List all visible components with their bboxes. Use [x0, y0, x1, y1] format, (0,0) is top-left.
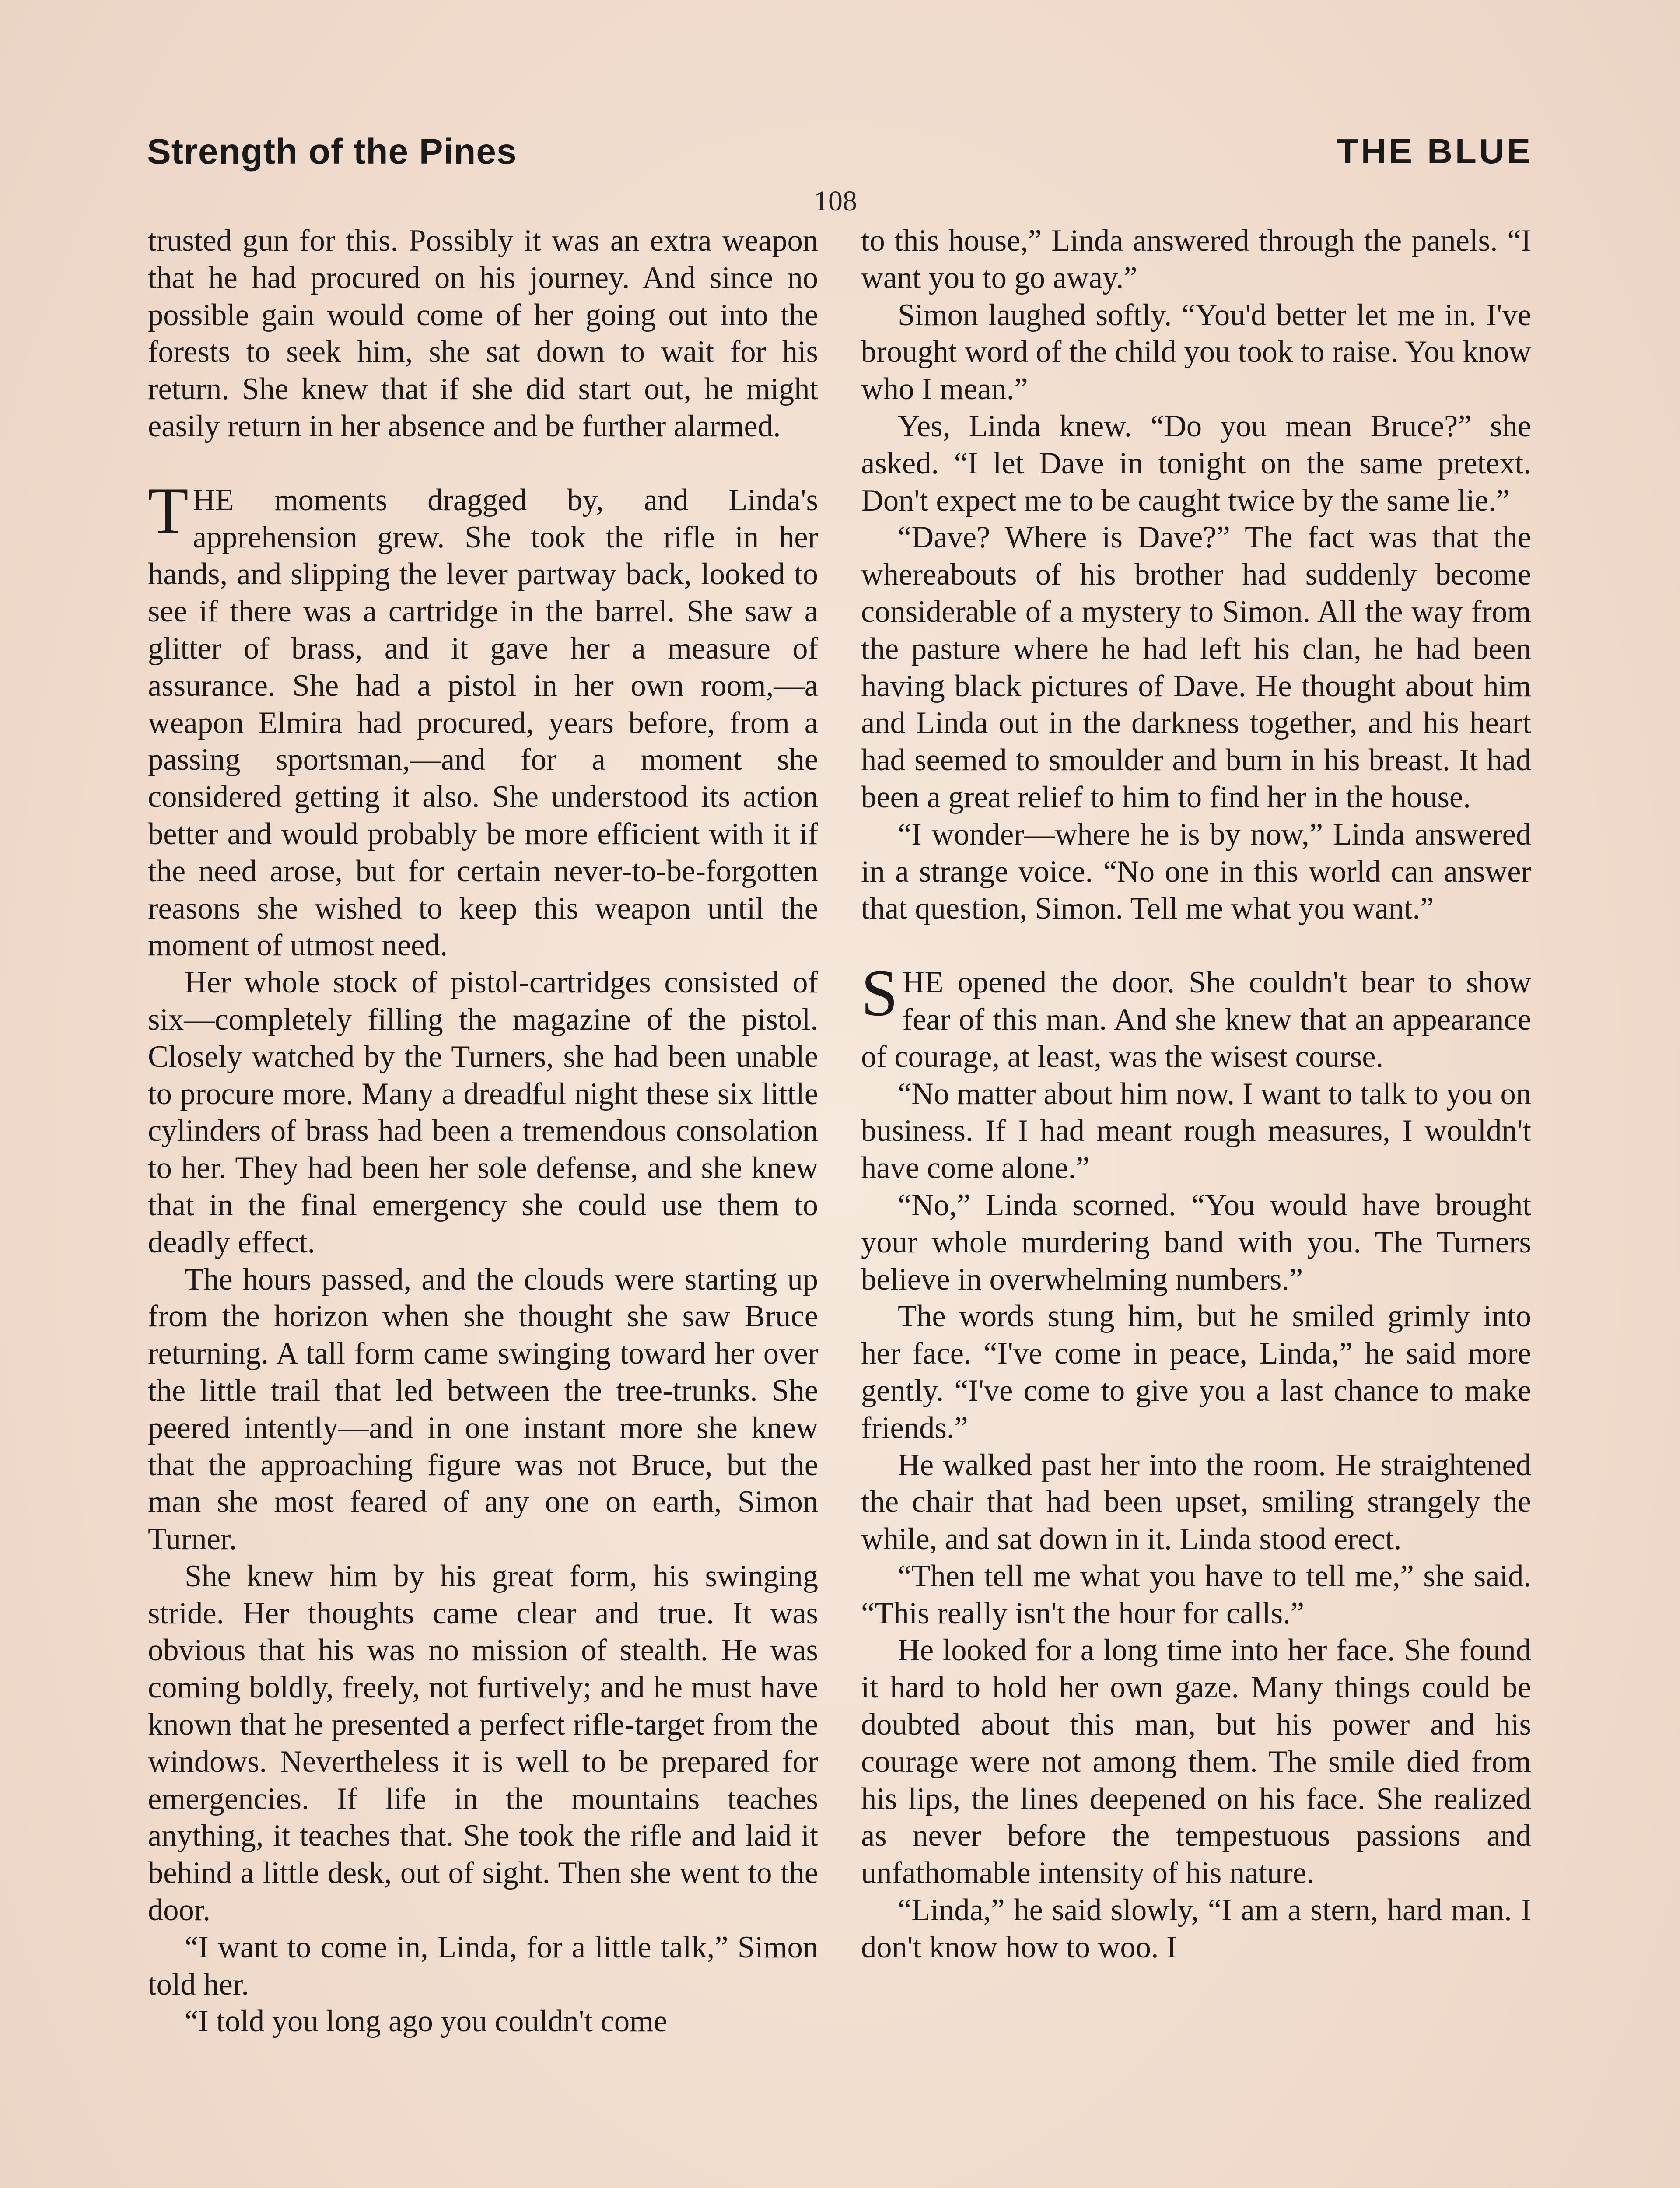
magazine-title: THE BLUE	[1337, 132, 1533, 171]
paragraph-text: trusted gun for this. Possibly it was an extra weapon that he had procured on his journey. And since no possible gain would come of her going out into the forests to seek him, she sat down to wait for his return. She knew that if she did start out, he might easily return in her absence and be further alarmed.	[148, 224, 818, 443]
paragraph	[861, 816, 1531, 927]
paragraph-text: “Then tell me what you have to tell me,” she said. “This really isn't the hour for calls.”	[861, 1559, 1531, 1630]
paragraph	[148, 964, 818, 1261]
paragraph	[148, 222, 818, 445]
paragraph	[861, 1447, 1531, 1558]
paragraph-text: HE moments dragged by, and Linda's apprehension grew. She took the rifle in her hands, and slipping the lever partway back, looked to see if there was a cartridge in the barrel. She saw a glitter of brass, and it gave her a measure of assurance. She had a pistol in her own room,—a weapon Elmira had procured, years before, from a passing sportsman,—and for a moment she considered getting it also. She understood its action better and would probably be more efficient with it if the need arose, but for certain never-to-be-forgotten reasons she wished to keep this weapon until the moment of utmost need.	[148, 483, 818, 963]
paragraph	[148, 1929, 818, 2003]
paragraph-text: HE opened the door. She couldn't bear to show fear of this man. And she knew that an appearance of courage, at least, was the wisest course.	[861, 965, 1531, 1074]
paragraph	[861, 1892, 1531, 1966]
paragraph-text: Simon laughed softly. “You'd better let me in. I've brought word of the child you took to raise. You know who I mean.”	[861, 298, 1531, 407]
paragraph-text: He looked for a long time into her face. She found it hard to hold her own gaze. Many things could be doubted about this man, but his power and his courage were not among them. The smile died from his lips, the lines deepened on his face. She realized as never before the tempestuous passions and unfathomable intensity of his nature.	[861, 1633, 1531, 1890]
left-text-column	[148, 222, 818, 2040]
paragraph	[148, 473, 818, 964]
paragraph-text: The hours passed, and the clouds were starting up from the horizon when she thought she saw Bruce returning. A tall form came swinging toward her over the little trail that led between the tree-trunks. She peered intently—and in one instant more she knew that the approaching figure was not Bruce, but the man she most feared of any one on earth, Simon Turner.	[148, 1262, 818, 1557]
paragraph-text: “I want to come in, Linda, for a little talk,” Simon told her.	[148, 1930, 818, 2002]
paragraph	[861, 1298, 1531, 1446]
paragraph-text: “No matter about him now. I want to talk to you on business. If I had meant rough measures, I wouldn't have come alone.”	[861, 1076, 1531, 1185]
paragraph-text: “Linda,” he said slowly, “I am a stern, hard man. I don't know how to woo. I	[861, 1893, 1531, 1964]
paragraph	[861, 1558, 1531, 1632]
paragraph	[861, 1632, 1531, 1892]
paragraph	[148, 2003, 818, 2040]
paragraph-text: Yes, Linda knew. “Do you mean Bruce?” she asked. “I let Dave in tonight on the same pretext. Don't expect me to be caught twice by the same lie.”	[861, 409, 1531, 518]
paragraph-text: “I wonder—where he is by now,” Linda answered in a strange voice. “No one in this world can answer that question, Simon. Tell me what you want.”	[861, 817, 1531, 926]
drop-cap: T	[148, 473, 189, 547]
paragraph	[861, 408, 1531, 519]
paragraph-text: She knew him by his great form, his swinging stride. Her thoughts came clear and true. It was obvious that his was no mission of stealth. He was coming boldly, freely, not furtively; and he must have known that he presented a perfect rifle-target from the windows. Nevertheless it is well to be prepared for emergencies. If life in the mountains teaches anything, it teaches that. She took the rifle and laid it behind a little desk, out of sight. Then she went to the door.	[148, 1559, 818, 1928]
right-text-column	[861, 222, 1531, 1966]
paragraph-text: He walked past her into the room. He straightened the chair that had been upset, smiling strangely the while, and sat down in it. Linda stood erect.	[861, 1448, 1531, 1557]
paragraph	[861, 222, 1531, 297]
paragraph	[861, 519, 1531, 816]
paragraph	[861, 297, 1531, 408]
paragraph	[861, 1076, 1531, 1187]
page-number: 108	[814, 185, 857, 217]
paragraph-text: “No,” Linda scorned. “You would have brought your whole murdering band with you. The Turners believe in overwhelming numbers.”	[861, 1188, 1531, 1297]
paragraph-text: “I told you long ago you couldn't come	[185, 2004, 668, 2039]
story-title: Strength of the Pines	[147, 132, 517, 172]
paragraph	[861, 956, 1531, 1075]
paragraph	[148, 1261, 818, 1558]
paragraph	[148, 1558, 818, 1929]
paragraph-text: The words stung him, but he smiled grimly into her face. “I've come in peace, Linda,” he said more gently. “I've come to give you a last chance to make friends.”	[861, 1299, 1531, 1445]
paragraph-text: to this house,” Linda answered through the panels. “I want you to go away.”	[861, 224, 1531, 295]
paragraph-text: “Dave? Where is Dave?” The fact was that the whereabouts of his brother had suddenly become considerable of a mystery to Simon. All the way from the pasture where he had left his clan, he had been having black pictures of Dave. He thought about him and Linda out in the darkness together, and his heart had seemed to smoulder and burn in his breast. It had been a great relief to him to find her in the house.	[861, 520, 1531, 814]
paragraph-text: Her whole stock of pistol-cartridges consisted of six—completely filling the magazine of the pistol. Closely watched by the Turners, she had been unable to procure more. Many a dreadful night these six little cylinders of brass had been a tremendous consolation to her. They had been her sole defense, and she knew that in the final emergency she could use them to deadly effect.	[148, 965, 818, 1259]
paragraph	[861, 1187, 1531, 1298]
drop-cap: S	[861, 956, 898, 1030]
